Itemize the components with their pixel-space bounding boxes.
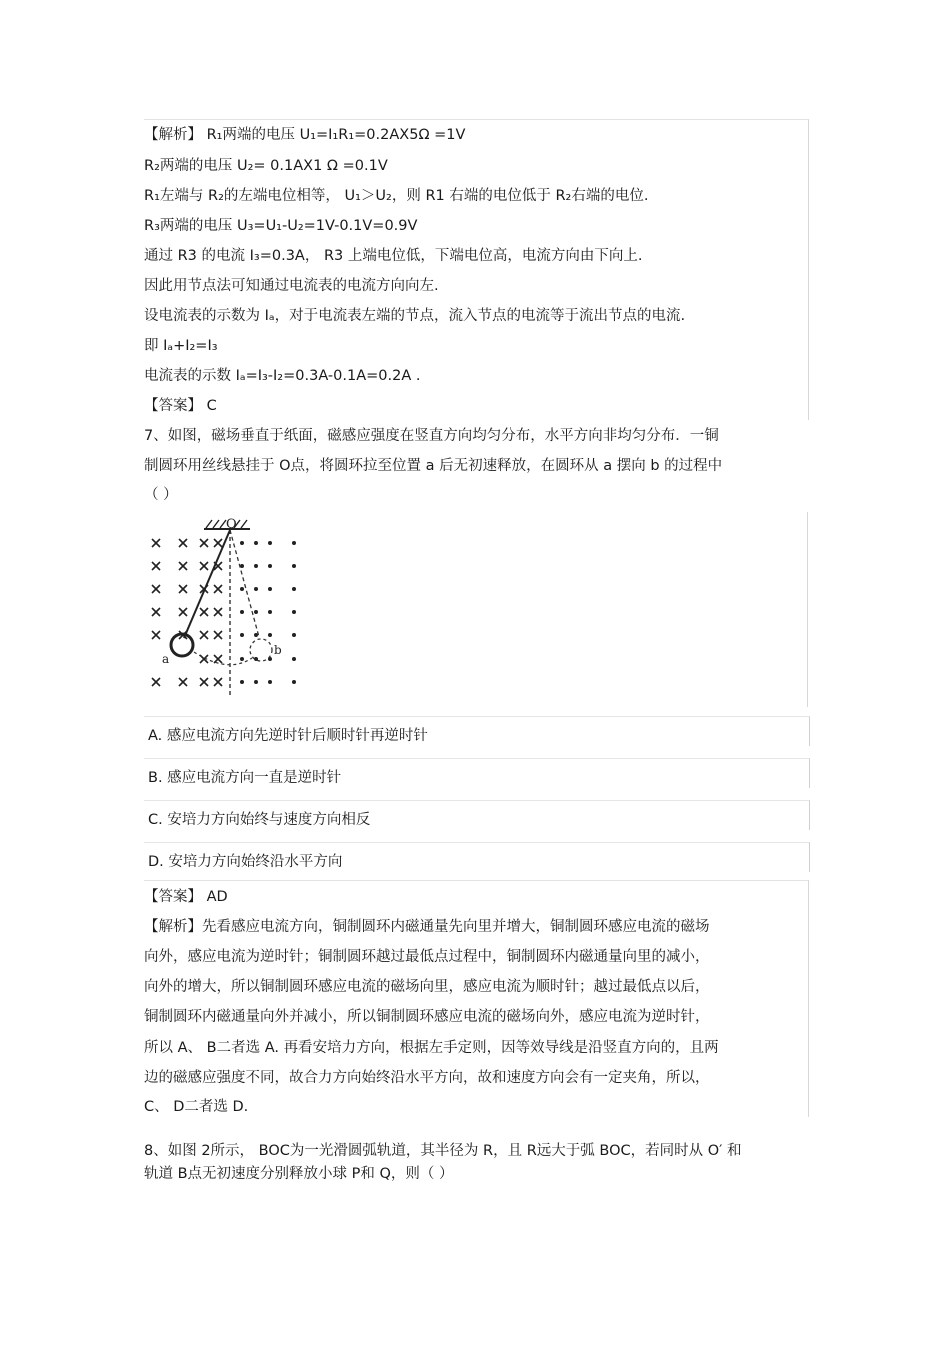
field-into-page-mark	[214, 539, 222, 547]
field-into-page-mark	[200, 539, 208, 547]
field-out-of-page-mark	[268, 680, 272, 684]
field-out-of-page-mark	[254, 541, 258, 545]
field-into-page-mark	[214, 678, 222, 686]
answer-2: 【答案】 AD	[144, 889, 228, 905]
field-into-page-mark	[152, 562, 160, 570]
answer-1: 【答案】 C	[144, 398, 217, 414]
analysis1-line-2: R₂两端的电压 U₂= 0.1AX1 Ω =0.1V	[144, 158, 388, 174]
field-out-of-page-mark	[240, 633, 244, 637]
analysis1-line-1: 【解析】 R₁两端的电压 U₁=I₁R₁=0.2AX5Ω =1V	[144, 127, 466, 143]
analysis1-line-5: 通过 R3 的电流 I₃=0.3A， R3 上端电位低，下端电位高，电流方向由下向上.	[144, 248, 643, 264]
field-into-page-mark	[152, 539, 160, 547]
field-out-of-page-mark	[268, 633, 272, 637]
field-into-page-mark	[200, 562, 208, 570]
option-c[interactable]	[144, 800, 810, 830]
field-into-page-mark	[152, 678, 160, 686]
field-out-of-page-mark	[254, 633, 258, 637]
label-o: O	[226, 517, 237, 532]
q7-stem-line-2: 制圆环用丝线悬挂于 O点，将圆环拉至位置 a 后无初速释放，在圆环从 a 摆向 b 的过程中	[144, 458, 723, 474]
field-out-of-page-mark	[240, 680, 244, 684]
analysis1-line-4: R₃两端的电压 U₃=U₁-U₂=1V-0.1V=0.9V	[144, 218, 418, 234]
field-out-of-page-mark	[254, 680, 258, 684]
field-out-of-page-mark	[240, 610, 244, 614]
field-into-page-mark	[214, 631, 222, 639]
option-a[interactable]	[144, 716, 810, 746]
field-into-page-mark	[179, 562, 187, 570]
analysis2-line-3: 向外的增大，所以铜制圆环感应电流的磁场向里，感应电流为顺时针；越过最低点以后，	[144, 979, 710, 995]
field-into-page-mark	[152, 631, 160, 639]
analysis2-line-7: C、 D二者选 D.	[144, 1099, 249, 1115]
option-b[interactable]	[144, 758, 810, 788]
option-d[interactable]	[144, 842, 810, 872]
option-a-text: A. 感应电流方向先逆时针后顺时针再逆时针	[148, 728, 428, 744]
q8-stem-line-1: 8、如图 2所示， BOC为一光滑圆弧轨道，其半径为 R，且 R远大于弧 BOC，若同时从 O′ 和	[144, 1143, 742, 1159]
field-into-page-mark	[200, 631, 208, 639]
field-out-of-page-mark	[268, 587, 272, 591]
analysis2-line-1: 【解析】先看感应电流方向，铜制圆环内磁通量先向里并增大，铜制圆环感应电流的磁场	[144, 919, 710, 935]
label-b: b	[274, 643, 282, 657]
field-out-of-page-mark	[254, 587, 258, 591]
analysis2-line-6: 边的磁感应强度不同，故合力方向始终沿水平方向，故和速度方向会有一定夹角，所以，	[144, 1070, 710, 1086]
analysis1-line-8: 即 Iₐ+I₂=I₃	[144, 338, 218, 354]
q8-stem-line-2: 轨道 B点无初速度分别释放小球 P和 Q，则（ ）	[144, 1166, 454, 1182]
field-out-of-page-mark	[292, 610, 296, 614]
field-into-page-mark	[214, 585, 222, 593]
field-out-of-page-mark	[240, 541, 244, 545]
analysis2-line-5: 所以 A、 B二者选 A. 再看安培力方向，根据左手定则，因等效导线是沿竖直方向的，且两	[144, 1040, 719, 1056]
ring-at-a	[171, 634, 193, 656]
field-into-page-mark	[214, 608, 222, 616]
field-out-of-page-mark	[292, 657, 296, 661]
field-into-page-mark	[214, 655, 222, 663]
q7-stem-line-1: 7、如图，磁场垂直于纸面，磁感应强度在竖直方向均匀分布，水平方向非均匀分布．一铜	[144, 428, 719, 444]
analysis2-line-2: 向外，感应电流为逆时针；铜制圆环越过最低点过程中，铜制圆环内磁通量向里的减小，	[144, 949, 710, 965]
field-out-of-page-mark	[292, 541, 296, 545]
field-out-of-page-mark	[292, 587, 296, 591]
field-into-page-mark	[152, 608, 160, 616]
analysis1-line-6: 因此用节点法可知通过电流表的电流方向向左.	[144, 278, 439, 294]
field-into-page-mark	[179, 585, 187, 593]
field-into-page-mark	[179, 678, 187, 686]
field-out-of-page-mark	[268, 610, 272, 614]
field-into-page-mark	[179, 608, 187, 616]
option-c-text: C. 安培力方向始终与速度方向相反	[148, 812, 371, 828]
option-b-text: B. 感应电流方向一直是逆时针	[148, 770, 342, 786]
analysis1-line-3: R₁左端与 R₂的左端电位相等， U₁＞U₂，则 R1 右端的电位低于 R₂右端的电位.	[144, 188, 649, 204]
field-into-page-mark	[200, 678, 208, 686]
pendulum-magnetic-field-figure	[142, 512, 332, 707]
field-out-of-page-mark	[254, 610, 258, 614]
field-out-of-page-mark	[292, 633, 296, 637]
field-out-of-page-mark	[268, 541, 272, 545]
field-out-of-page-mark	[268, 564, 272, 568]
field-out-of-page-mark	[254, 564, 258, 568]
analysis1-line-7: 设电流表的示数为 Iₐ，对于电流表左端的节点，流入节点的电流等于流出节点的电流.	[144, 308, 686, 324]
field-into-page-mark	[200, 608, 208, 616]
field-into-page-mark	[152, 585, 160, 593]
field-into-page-mark	[179, 539, 187, 547]
field-out-of-page-mark	[292, 564, 296, 568]
analysis2-line-4: 铜制圆环内磁通量向外并减小，所以铜制圆环感应电流的磁场向外，感应电流为逆时针，	[144, 1009, 710, 1025]
option-d-text: D. 安培力方向始终沿水平方向	[148, 854, 343, 870]
analysis1-line-9: 电流表的示数 Iₐ=I₃-I₂=0.3A-0.1A=0.2A .	[144, 368, 421, 384]
field-out-of-page-mark	[240, 657, 244, 661]
ring-at-b	[250, 639, 272, 661]
q7-stem-line-3: （ ）	[144, 487, 178, 503]
label-a: a	[162, 652, 170, 666]
field-out-of-page-mark	[240, 587, 244, 591]
field-out-of-page-mark	[292, 680, 296, 684]
